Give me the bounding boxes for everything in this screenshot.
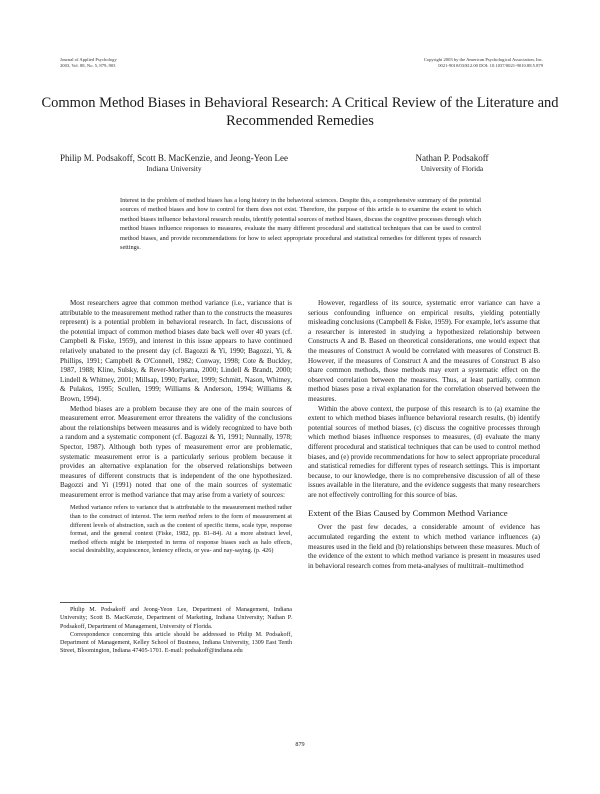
author-names: Nathan P. Podsakoff	[415, 153, 489, 163]
article-title: Common Method Biases in Behavioral Research: A Critical Review of the Literature and Recommended Remedies	[41, 95, 559, 129]
footnote-divider	[60, 602, 112, 603]
author-block-left	[60, 153, 288, 174]
running-header-left	[60, 57, 117, 69]
journal-name: Journal of Applied Psychology	[60, 57, 117, 62]
author-names: Philip M. Podsakoff, Scott B. MacKenzie, and Jeong-Yeon Lee	[60, 153, 288, 163]
volume-info: 2003, Vol. 88, No. 5, 879–903	[60, 63, 116, 69]
section-heading: Extent of the Bias Caused by Common Method Variance	[308, 508, 508, 519]
body-paragraph: However, regardless of its source, systematic error variance can have a serious confounding influence on empirical results, yielding potentially misleading conclusions (Campbell & Fiske, 1959). For example, let's assume that a researcher is interested in studying a hypothesized relationship between Constructs A and B. Based on theoretical considerations, one would expect that the measures of Construct A would be correlated with measures of Construct B. However, if the measures of Construct A and the measures of Construct B also share common methods, those methods may exert a systematic effect on the observed correlation between the measures. Thus, at least partially, common method biases pose a rival explanation for the correlation observed between the measures.	[308, 299, 540, 403]
body-paragraph: Within the above context, the purpose of this research is to (a) examine the extent to which method biases influence behavioral research results, (b) identify potential sources of method biases, (c) discuss the cognitive processes through which method biases influence responses to measures, (d) evaluate the many different procedural and statistical techniques that can be used to control method biases, and (e) provide recommendations for how to select appropriate procedural and statistical remedies for different types of research settings. This is important because, to our knowledge, there is no comprehensive discussion of all of these issues available in the literature, and the evidence suggests that many researchers are not effectively controlling for this source of bias.	[308, 404, 540, 499]
body-column-left	[60, 299, 292, 556]
author-affiliation: Indiana University	[146, 163, 202, 173]
author-note	[60, 606, 292, 656]
copyright-line: Copyright 2003 by the American Psychological Association, Inc.	[423, 57, 543, 62]
abstract: Interest in the problem of method biases has a long history in the behavioral sciences. Despite this, a comprehensive summary of the potential sources of method biases and how to control for them does not exist. Therefore, the purpose of this article is to examine the extent to which method biases influence behavioral research results, identify potential sources of method biases, discuss the cognitive processes through which method biases influence responses to measures, evaluate the many different procedural and statistical techniques that can be used to control method biases, and provide recommendations for how to select appropriate procedural and statistical remedies for different types of research settings.	[120, 197, 481, 252]
author-affiliation: University of Florida	[420, 163, 484, 173]
body-paragraph: Most researchers agree that common method variance (i.e., variance that is attributable to the measurement method rather than to the constructs the measures represent) is a potential problem in behavioral research. In fact, discussions of the potential impact of common method biases date back well over 40 years (cf. Campbell & Fiske, 1959), and interest in this issue appears to have continued relatively unabated to the present day (cf. Bagozzi & Yi, 1990; Bagozzi, Yi, & Phillips, 1991; Campbell & O'Connell, 1982; Conway, 1998; Cote & Buckley, 1987, 1988; Kline, Sulsky, & Rever-Moriyama, 2000; Lindell & Brandt, 2000; Lindell & Whitney, 2001; Millsap, 1990; Parker, 1999; Schmitt, Nason, Whitney, & Pulakos, 1995; Scullen, 1999; Williams & Anderson, 1994; Williams & Brown, 1994).	[60, 299, 292, 403]
body-paragraph: Over the past few decades, a considerable amount of evidence has accumulated regarding the extent to which method variance influences (a) measures used in the field and (b) relationships between these measures. Much of the evidence of the extent to which method variance is present in measures used in behavioral research comes from meta-analyses of multitrait–multimethod	[308, 523, 540, 570]
quote-emphasis: method	[178, 513, 197, 521]
running-header-right	[424, 57, 543, 69]
footnote-paragraph: Correspondence concerning this article should be addressed to Philip M. Podsakoff, Department of Management, Kelley School of Business, Indiana University, 1309 East Tenth Street, Bloomington, Indiana 47405-1701. E-mail: podsakoff@indiana.edu	[60, 631, 292, 655]
quote-text: Method variance refers to variance that is attributable to the measurement method rather than to the construct of interest. The term	[70, 504, 292, 521]
body-paragraph: Method biases are a problem because they are one of the main sources of measurement error. Measurement error threatens the validity of the conclusions about the relationships between measures and is widely recognized to have both a random and a systematic component (cf. Bagozzi & Yi, 1991; Nunnally, 1978; Spector, 1987). Although both types of measurement error are problematic, systematic measurement error is a particularly serious problem because it provides an alternative explanation for the observed relationships between measures of different constructs that is independent of the one hypothesized. Bagozzi and Yi (1991) noted that one of the main sources of systematic measurement error is method variance that may arise from a variety of sources:	[60, 404, 292, 499]
quote-text: refers to the form of measurement at different levels of abstraction, such as the content of specific items, scale type, response format, and the general context (Fiske, 1982, pp. 81–84). At a more abstract level, method effects might be interpreted in terms of response biases such as halo effects, social desirability, acquiescence, leniency effects, or yea- and nay-saying. (p. 426)	[70, 513, 293, 555]
body-column-right	[308, 299, 540, 571]
block-quote	[70, 504, 292, 556]
footnote-paragraph: Philip M. Podsakoff and Jeong-Yeon Lee, Department of Management, Indiana University; Scott B. MacKenzie, Department of Marketing, Indiana University; Nathan P. Podsakoff, Department of Management, University of Florida.	[60, 607, 292, 630]
page-number: 879	[295, 741, 305, 748]
author-block-right	[368, 153, 536, 174]
doi-line: 0021-9010/03/$12.00 DOI: 10.1037/0021-9010.88.5.879	[438, 63, 543, 69]
